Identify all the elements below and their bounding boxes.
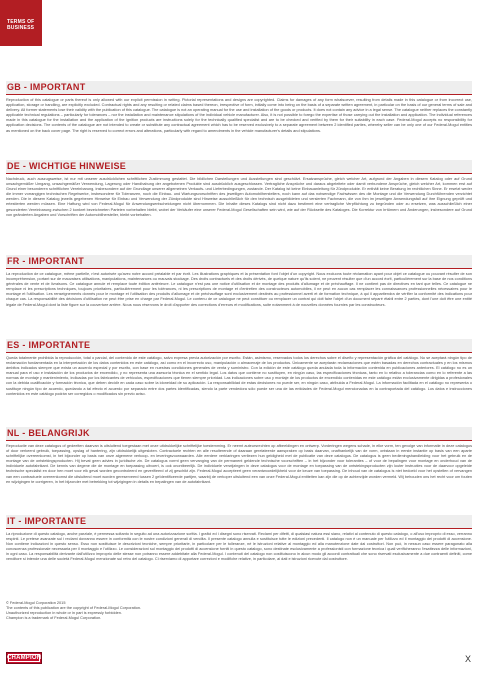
copyright-line: © Federal-Mogul Corporation 2015: [6, 601, 66, 605]
section-divider: [6, 528, 472, 529]
section-body: La riproduzione di questo catalogo, anche parziale, è permessa soltanto in seguito ad una autorizzazione scritta. I grafici ed i disegni sono riservati. Reclami per difetti, di qualsiasi natura essi siano, relativi al contenuto di questo catalogo, o all'uso improprio di esso, verranno respinti. Le pretese avanzate sul i reclami dovranno essere in conformità con le nostre condizioni generali di vendita. Il presente catalogo annulla e sostituisce tutte le edizioni precedenti. Il catalogo non è un manuale per l'utilizzo ed il montaggio dei prodotti di accensione. Non contiene indicazioni in questo senso. Esso non sostituisce le descrizioni tecniche, sempre prioritarie, in particolare per le tolleranze, né le istruzioni relative al montaggio ed alla manutenzione date dai costruttori. Non può, in nessun caso essere paragonato alla conoscenza professionale necessaria per il montaggio e l'utilizzo. Le considerazioni sul montaggio dei prodotti di accensione forniti in questo catalogo, sono destinate esclusivamente a professionisti con formazione tecnica i quali verificheranno l'esattezza delle informazioni, in ogni caso. La responsabilità derivante dall'utilizzo improprio delle stesse non potranno essere addebitate alla Federal-Mogul. I contenuti del catalogo non costituiscono in alcun modo gli accordi contrattuali che sono riservati esclusivamente a due contraenti definiti, come venditore si intende una delle società Federal-Mogul menzionate sul retro del catalogo. Ci riserviamo di apportare correzioni e modifiche relative, in particolare, ai dati e istruzioni ricevute dal costruttore.: [6, 532, 472, 562]
section-body: La reproduction de ce catalogue, même partielle, n'est autorisée qu'avec notre accord préalable et par écrit. Les illustrations graphiques et la présentation font l'objet d'un copyright. Nous excluons toute réclamation ayant pour objet ce catalogue ou pouvant résulter de son incompréhension, portant sur de mauvaises utilisations, manipulations, maintenances ou mauvais stockage. Des droits contractuels et des droits dérivés, de quelque nature qu'ils soient, ne peuvent résulter que d'un accord écrit, particulièrement sur la base de nos conditions générales de vente et de livraisons. Ce catalogue annule et remplace toute édition antérieure. Le catalogue n'est pas une notice d'utilisation et de montage des produits d'allumage et de préchauffage. Il ne contient pas de directives en tant que telles. Ce catalogue ne remplace ni les prescriptions techniques, toujours prioritaires, particulièrement pour les tolérances, ni les prescriptions de montage et d'entretien des constructeurs automobiles, il ne peut en aucun cas remplacer les connaissances professionnelles nécessaires pour le montage et l'utilisation. Les renseignements donnés pour le montage et l'utilisation des produits d'allumage et de préchauffage sont exclusivement destinés au professionnel averti et de formation technique, à qui il appartiendra de vérifier la conformité des indications pour chaque cas. La responsabilité des décisions d'utilisation ne peut être prise en charge par Federal-Mogul. Le contenu de ce catalogue ne peut constituer ou remplacer un contrat qui doit faire l'objet d'un document séparé établi entre 2 parties, dont l'une doit être une entité légale de Federal-Mogul dont la liste figure sur la couverture arrière. Nous nous réservons le droit d'apporter des corrections d'erreurs et modifications, suite notamment à de nouvelles données fournies par les constructeurs.: [6, 272, 472, 307]
section-body: Reproduction of this catalogue or parts thereof is only allowed with our explicit permission in writing. Pictorial representations and designs are copyrighted. Claims for damages of any form whatsoever, resulting from details made in this catalogue or from incorrect use, application, storage or handling, are explicitly excluded. Contractual rights and any resulting or related claims based thereon, irrespective of form, initially come into being on the basis of a separate written agreement, in particular on the basis of our general terms of sale and delivery. All former statements lose their validity with the publication of this catalogue. The catalogue is not an operating manual for the use and installation of the goods or products. It does not contain any advice in a legal sense. The catalogue neither replaces the constantly applicable technical regulations – particularly for tolerances – nor the installation and maintenance stipulations of the individual vehicle manufacturer. Also, it is not possible to forego the expertise of those carrying out the installation and application. The individual references made in this catalogue for the installation and the application of the ignition products are instructions solely for the technically qualified specialist and are to be checked and verified by them for their suitability in each case. Federal-Mogul accepts no responsibility for application decisions. The contents of the catalogue are not intended to create or substitute any contractual agreement which has to be reserved exclusively to a separate agreement between 2 identified parties, whereby seller can be only one of our Federal-Mogul entities as mentioned on the back cover page. The right is reserved to correct errors and alterations, particularly with regard to amendments in the vehicle manufacturer's details and stipulations.: [6, 98, 472, 133]
section-title: GB - IMPORTANT: [6, 81, 472, 94]
section-divider: [6, 268, 472, 269]
section-title: ES - IMPORTANTE: [6, 339, 472, 352]
copyright-line: The contents of this publication are the copyright of Federal-Mogul Corporation.: [6, 606, 142, 611]
section-nl: [6, 427, 472, 485]
section-gb: [6, 81, 472, 134]
copyright-line: Unauthorized reproduction in whole or in part is expressly forbidden.: [6, 611, 123, 616]
section-divider: [6, 352, 472, 353]
page-number: X: [464, 654, 471, 664]
section-body: Queda totalmente prohibida la reproducción, total o parcial, del contenido de este catálogo, salvo expresa previa autorización por escrito. Están, asimismo, reservados todos los derechos sobre el diseño y representación gráfica del catálogo. No se aceptará ningún tipo de reclamación fundamentada en la interpretación de los datos contenidos en este catálogo, así como en el incorrecto uso, manipulación o almacenaje de los productos. Únicamente se aceptarán reclamaciones que estén basadas en derechos contractuales y en los mismos ámbitos indicados siempre que exista un acuerdo especial y por escrito, con base en nuestras condiciones generales de venta y suministro. Con la edición de este catálogo queda anulada toda la información contenida en publicaciones anteriores. El catálogo no es un manual para el uso e instalación de los productos de encendido, y no representa una asesoría técnica en el sentido legal. Los datos que contiene no sustituyen, en ningún caso, las especificaciones técnicas, tanto en lo relativo a tolerancias como en lo referente a las normas de montaje y mantenimiento, indicadas por los fabricantes de vehículos, especificaciones que tienen siempre prioridad. Las indicaciones sobre uso y montaje de los productos de encendido contenidas en este catálogo están exclusivamente dirigidas a profesionales con la debida cualificación y formación técnica, que deben decidir en cada caso sobre la idoneidad de su aplicación. La responsabilidad de estas decisiones no puede ser, en ningún caso, atribuida a Federal-Mogul. La información facilitada en el catálogo no representa o sustituye ningún tipo de acuerdo, quedando a tal efecto el acuerdo por separado entre dos partes identificadas, siendo la parte vendedora sólo puede ser una de las entidades de Federal-Mogul mencionadas en la contraportada del catálogo. Los datos e instrucciones contenidos en este catálogo podrán ser corregidos o modificados sin previo aviso.: [6, 356, 472, 396]
terms-of-business-tab: [0, 0, 42, 46]
section-title: IT - IMPORTANTE: [6, 515, 472, 528]
section-body: Reproductie van deze catalogus of gedeelten daarvan is uitsluitend toegestaan met onze uitdrukkelijke schriftelijke toestemming. Er neemt auteursrechten op afbeeldingen en ontwerp. Vorderingen wegens schade, in elke vorm, ten gevolge van informatie in deze catalogus of door verkeerd gebruik, toepassing, opslag of hantering, zijn uitdrukkelijk uitgesloten. Contractuele rechten en alle resulterende of daaraan gerelateerde aanspraken op basis daarvan, onafhankelijk van de vorm, ontstaan in eerste instantie op basis van een aparte schriftelijke overeenkomst, in het bijzonder op basis van onze algemene verkoop- en leveringsvoorwaarden. Alle eerdere verklaringen verliezen hun geldigheid met de publicatie van deze catalogus. De catalogus is geen bedieningshandleiding voor het gebruik en de montage van de ontstekingsproducten. Hij bevat geen advies in juridische zin. De catalogus vormt geen vervanging van de permanent geldende technische voorschriften – in het bijzonder voor toleranties – of voor de bepalingen voor montage en onderhoud van de individuele autofabrikant. De kennis van degene die de montage en toepassing uitvoert, is ook onontbeerlijk. De individuele verwijzingen in deze catalogus voor de montage en toepassing van de ontstekingsproducten zijn louter instructies voor de daarvoor opgeleide technische specialist en door hen moet voor elk geval worden gecontroleerd en geverifieerd of zij geschikt zijn. Federal-Mogul accepteert geen verantwoordelijkheid voor de keuze van toepassing. De inhoud van de catalogus is niet bedoeld voor het opstellen of vervangen van een contractuele overeenkomst die uitsluitend moet worden gereserveerd tussen 2 geïdentificeerde partijen, waarbij de verkoper uitsluitend een van onze Federal-Mogul entiteiten kan zijn die op de achterzijde worden vermeld. Wij behouden ons het recht voor om fouten en wijzigingen te corrigeren, in het bijzonder met betrekking tot wijzigingen in details en bepalingen van de autofabrikant.: [6, 444, 472, 484]
section-divider: [6, 440, 472, 441]
section-es: [6, 339, 472, 397]
tab-label-line2: BUSINESS: [7, 25, 35, 31]
tab-label-line1: TERMS OF: [7, 19, 35, 25]
section-divider: [6, 94, 472, 95]
section-fr: [6, 255, 472, 308]
section-body: Nachdruck, auch auszugsweise, ist nur mit unserer ausdrücklichen schriftlichen Zustimmung gestattet. Die bildlichen Darstellungen und Ausstellungen sind geschützt. Ersatzansprüche, gleich welcher Art, aufgrund der Angaben in diesem Katalog oder auf Grund unsachgemäßer Umgang, unsachgemäßer Verwendung, Lagerung oder Handhabung der angebotenen Produkte sind ausdrücklich ausgeschlossen. Vertragliche Ansprüche und daraus abgeleitete oder damit verbundene Ansprüche, gleich welcher Art, kommen erst auf Grund einer besonderen schriftlichen Vereinbarung, insbesondere auf der Grundlage unserer allgemeinen Verkaufs- und Lieferbedingungen, zustande. Der Katalog ist keine Einbauanleitung für Zündprodukte. Er enthält keine Beratung im rechtlichen Sinne. Er ersetzt weder die immer vorrangigen technischen Regelwerke, insbesondere für Toleranzen, noch die Einbau- und Wartungsvorschriften des jeweiligen Automobilherstellers, noch kann auf das notwendige Fachwissen des die Montage und die Verwendung Durchführenden verzichtet werden. Die in diesem Katalog jeweils gegebenen Hinweise für Einbau und Verwendung der Zündprodukte sind Hinweise ausschließlich für den technisch ausgebildeten und versierten Fachmann, die von ihm im jeweiligen Anwendungsfall auf ihre Eignung geprüft und ertestierten werden müssen. Eine Haftung wird von Federal-Mogul für Anwendungsentscheidungen nicht übernommen. Die Inhalte dieses Katalogs sind nicht dazu bestimmt eine vertragliche Verpflichtung zu begründen oder zu ersetzen, was ausschließlich einer gesonderten Vereinbarung zwischen 2 konkret bezeichneten Parteien vorbehalten bleibt, wobei der Verkäufer eine unserer Federal-Mogul Gesellschaften sein wird, wie auf der Rückseite des Kataloges. Die Korrektur von Irrtümern und Änderungen, insbesondere auf Grund von geänderten Angaben und Vorschriften der Automobilhersteller, bleibt vorbehalten.: [6, 177, 472, 217]
section-it: [6, 515, 472, 563]
section-title: NL - BELANGRIJK: [6, 427, 472, 440]
section-title: FR - IMPORTANT: [6, 255, 472, 268]
copyright-footer: [6, 601, 306, 621]
section-title: DE - WICHTIGE HINWEISE: [6, 160, 472, 173]
champion-logo: CHAMPION: [6, 652, 42, 664]
section-de: [6, 160, 472, 218]
section-divider: [6, 173, 472, 174]
trademark-line: Champion is a trademark of Federal-Mogul Corporation.: [6, 616, 102, 621]
